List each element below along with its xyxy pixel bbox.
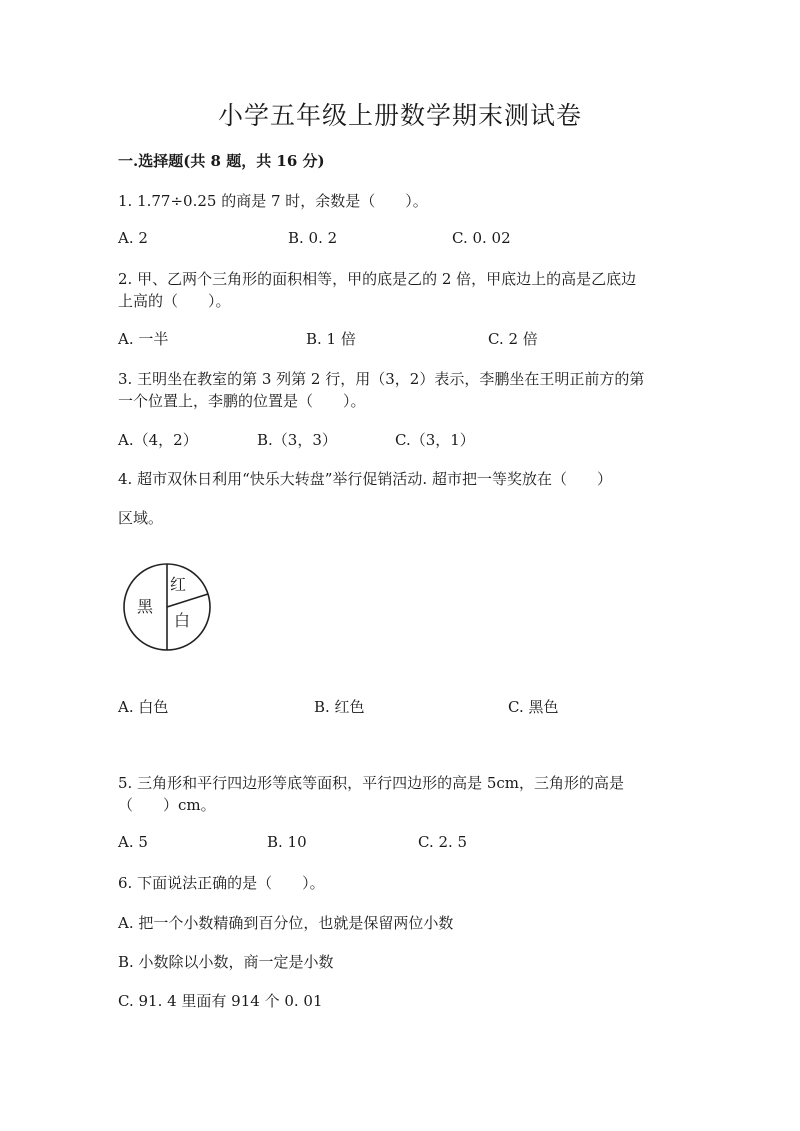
question-5-option-a: A. 5 — [118, 833, 148, 851]
question-1-line-1: 1. 1.77÷0.25 的商是 7 时，余数是（ ）。 — [118, 192, 428, 210]
question-3-option-b: B.（3，3） — [257, 431, 337, 449]
wheel-label-white: 白 — [173, 611, 191, 630]
question-2-line-1: 2. 甲、乙两个三角形的面积相等，甲的底是乙的 2 倍，甲底边上的高是乙底边 — [118, 270, 637, 288]
question-1-option-a: A. 2 — [118, 229, 148, 247]
question-3-option-c: C.（3，1） — [395, 431, 475, 449]
question-3-line-1: 3. 王明坐在教室的第 3 列第 2 行，用（3，2）表示，李鹏坐在王明正前方的第 — [118, 370, 645, 388]
question-4-option-b: B. 红色 — [314, 698, 365, 716]
question-3-option-a: A.（4，2） — [118, 431, 198, 449]
question-2-line-2: 上高的（ ）。 — [118, 292, 231, 310]
question-3-line-2: 一个位置上，李鹏的位置是（ ）。 — [118, 392, 366, 410]
page-title: 小学五年级上册数学期末测试卷 — [217, 101, 582, 130]
question-5-option-b: B. 10 — [267, 833, 307, 851]
question-1-option-c: C. 0. 02 — [452, 229, 511, 247]
prize-wheel-diagram — [122, 562, 212, 652]
wheel-label-red: 红 — [169, 575, 187, 594]
question-6-line-1: 6. 下面说法正确的是（ ）。 — [118, 874, 325, 892]
wheel-label-black: 黑 — [136, 597, 154, 616]
question-5-option-c: C. 2. 5 — [418, 833, 468, 851]
question-2-option-c: C. 2 倍 — [488, 330, 538, 348]
question-4-option-a: A. 白色 — [118, 698, 169, 716]
question-4-option-c: C. 黑色 — [508, 698, 559, 716]
question-4-line-1: 4. 超市双休日利用“快乐大转盘”举行促销活动. 超市把一等奖放在（ ） — [118, 470, 612, 488]
question-2-option-a: A. 一半 — [118, 330, 169, 348]
question-5-line-2: （ ）cm。 — [118, 796, 216, 814]
question-1-option-b: B. 0. 2 — [288, 229, 338, 247]
question-6-option-c: C. 91. 4 里面有 914 个 0. 01 — [118, 992, 323, 1010]
question-6-option-a: A. 把一个小数精确到百分位，也就是保留两位小数 — [118, 914, 454, 932]
question-5-line-1: 5. 三角形和平行四边形等底等面积，平行四边形的高是 5cm，三角形的高是 — [118, 774, 625, 792]
wheel-divider-diagonal — [167, 594, 208, 607]
question-4-line-2: 区域。 — [118, 509, 164, 527]
question-2-option-b: B. 1 倍 — [306, 330, 356, 348]
question-6-option-b: B. 小数除以小数，商一定是小数 — [118, 953, 334, 971]
section-heading: 一.选择题(共 8 题，共 16 分) — [118, 152, 325, 170]
